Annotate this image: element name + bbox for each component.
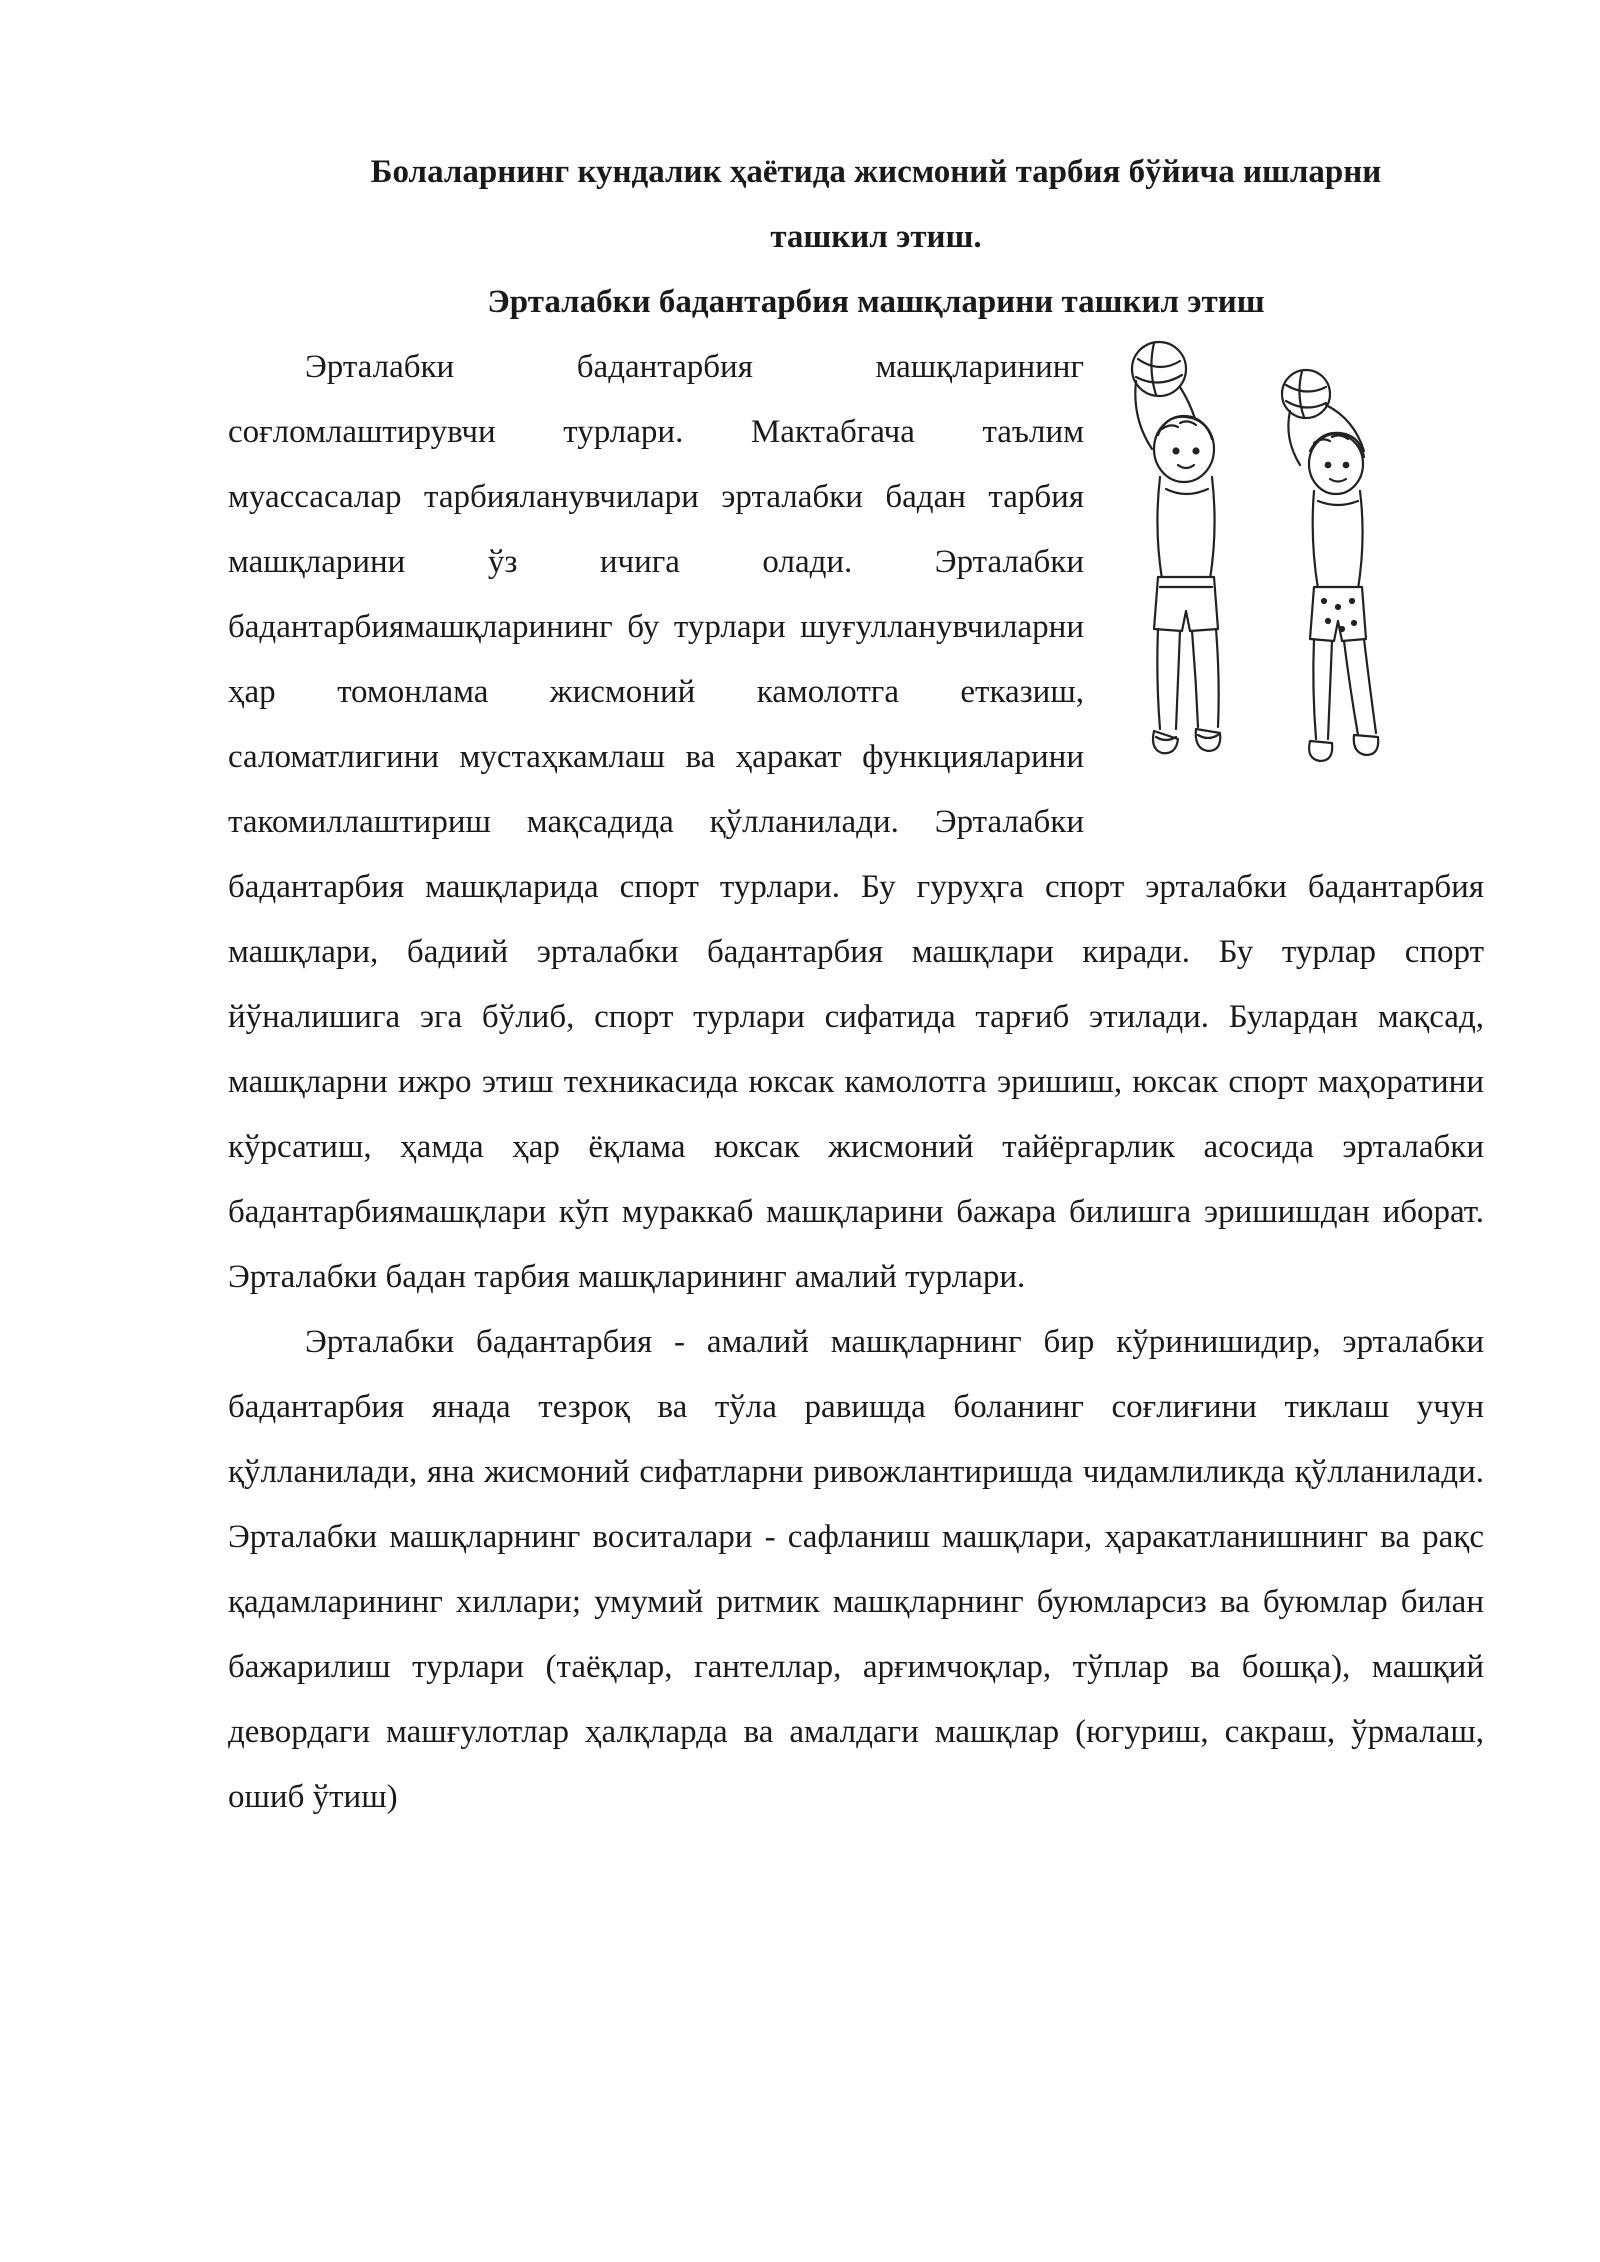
paragraph-1: Эрталабки бадантарбия машқларининг соғломлаштирувчи турлари. Мактабгача таълим муассасалар тарбияланувчилари эрталабки бадан тарбия машқларини ўз ичига олади. Эрталабки бадантарбиямашқларининг бу турлари шуғулланувчиларни ҳар томонлама жисмоний камолотга етказиш, саломатлигини мустаҳкамлаш ва ҳаракат функцияларини такомиллаштириш мақсадида қўлланилади. Эрталабки бадантарбия машқларида спорт турлари. Бу гуруҳга спорт эрталабки бадантарбия машқлари, бадиий эрталабки бадантарбия машқлари киради. Бу турлар спорт йўналишига эга бўлиб, спорт турлари сифатида тарғиб этилади. Булардан мақсад, машқларни ижро этиш техникасида юксак камолотга эришиш, юксак спорт маҳоратини кўрсатиш, ҳамда ҳар ёқлама юксак жисмоний тайёргарлик асосида эрталабки бадантарбиямашқлари кўп мураккаб машқларини бажара билишга эришишдан иборат. Эрталабки бадан тарбия машқларининг амалий турлари. <box>228 349 1484 1295</box>
document-title-line-1: Болаларнинг кундалик ҳаётида жисмоний тарбия бўйича ишларни <box>370 154 1382 190</box>
paragraph-2: Эрталабки бадантарбия - амалий машқларнинг бир кўринишидир, эрталабки бадантарбия янада тезроқ ва тўла равишда боланинг соғлиғини тиклаш учун қўлланилади, яна жисмоний сифатларни ривожлантиришда чидамлиликда қўлланилади. Эрталабки машқларнинг воситалари - сафланиш машқлари, ҳаракатланишнинг ва рақс қадамларининг хиллари; умумий ритмик машқларнинг буюмларсиз ва буюмлар билан бажарилиш турлари (таёқлар, гантеллар, арғимчоқлар, тўплар ва бошқа), машқий девордаги машғулотлар ҳалқларда ва амалдаги машқлар (югуриш, сакраш, ўрмалаш, ошиб ўтиш) <box>228 1324 1484 1815</box>
document-subtitle: Эрталабки бадантарбия машқларини ташкил этиш <box>487 284 1265 320</box>
children-exercise-icon <box>1114 339 1484 794</box>
document-page <box>228 140 1484 1830</box>
children-exercise-illustration <box>1114 339 1484 794</box>
document-title-line-2: ташкил этиш. <box>770 219 982 255</box>
